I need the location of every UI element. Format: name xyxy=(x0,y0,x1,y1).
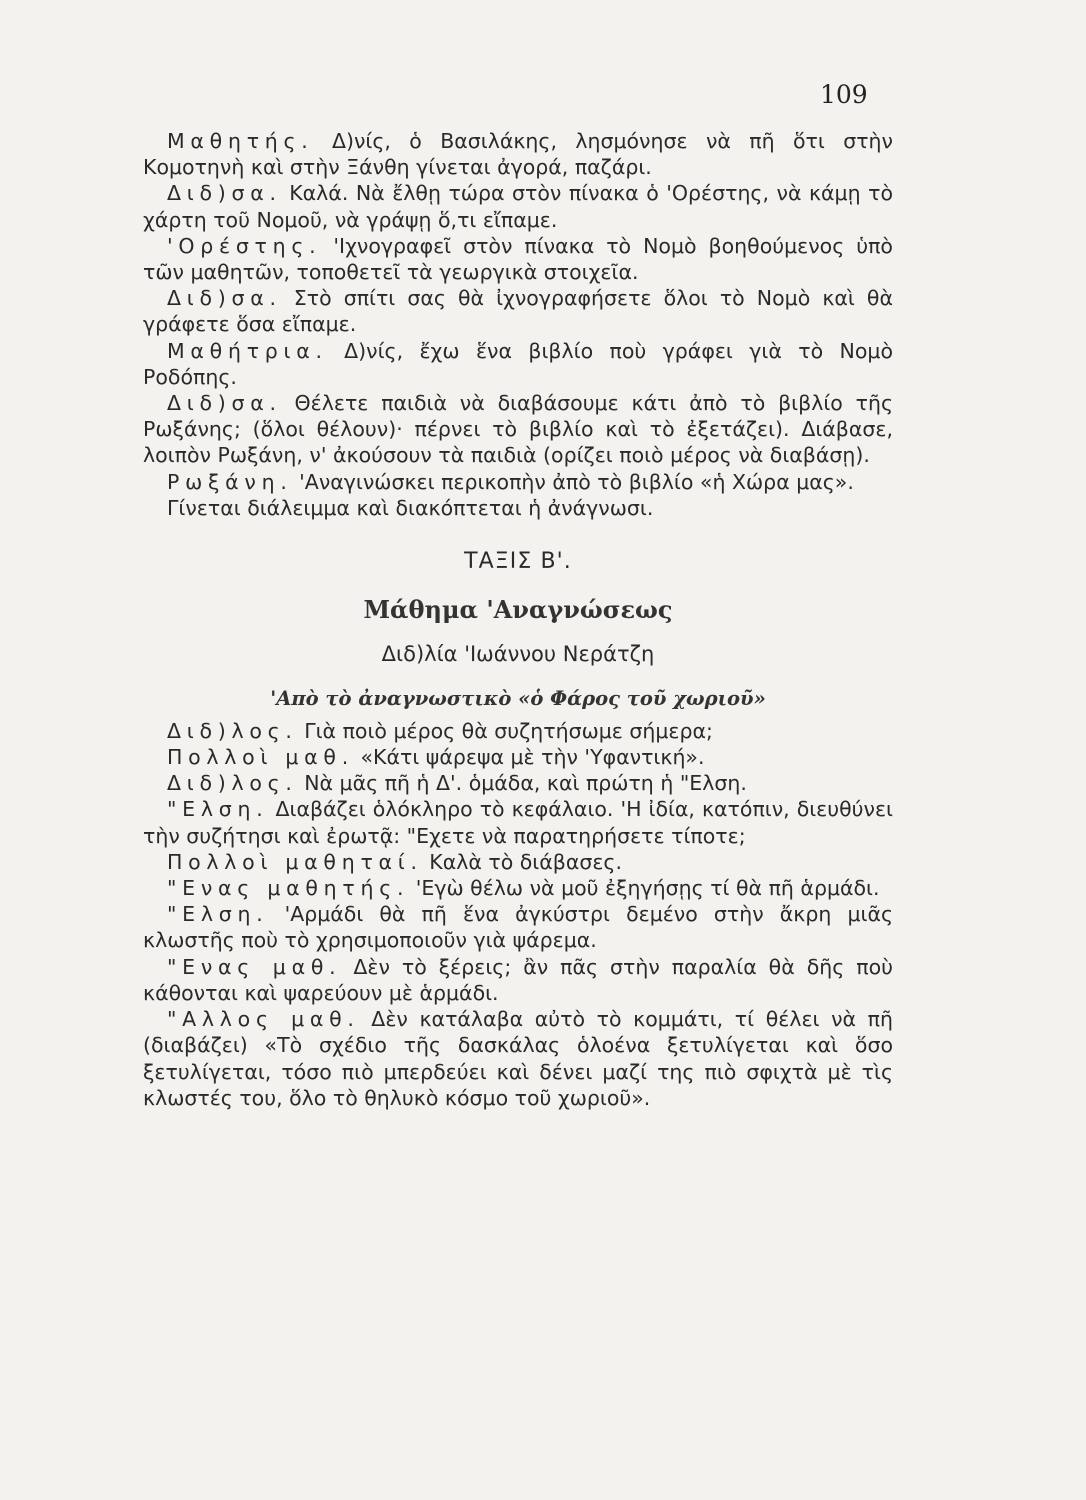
speaker: Διδ)σα. xyxy=(167,391,282,416)
utterance: Στὸ σπίτι σας θὰ ἰχνογραφήσετε ὅλοι τὸ Νομὸ καὶ θὰ γράφετε ὅσα εἴπαμε. xyxy=(143,286,893,337)
page-text xyxy=(143,128,893,1111)
narration-line xyxy=(143,495,893,521)
teacher-name: Διδ)λία 'Ιωάννου Νεράτζη xyxy=(381,642,655,667)
utterance: Δὲν τὸ ξέρεις; ἂν πᾶς στὴν παραλία θὰ δῆς ποὺ κάθονται καὶ ψαρεύουν μὲ ἁρμάδι. xyxy=(143,954,893,1005)
dialogue-line xyxy=(143,796,893,848)
dialogue-line xyxy=(143,285,893,337)
dialogue-line xyxy=(143,469,893,495)
dialogue-line xyxy=(143,338,893,390)
utterance: Δ)νίς, ἔχω ἕνα βιβλίο ποὺ γράφει γιὰ τὸ Νομὸ Ροδόπης. xyxy=(143,338,893,389)
utterance: Καλά. Νὰ ἔλθῃ τώρα στὸν πίνακα ὁ 'Ορέστης, νὰ κάμῃ τὸ χάρτη τοῦ Νομοῦ, νὰ γράψῃ ὅ,τι εἴπαμε. xyxy=(143,181,893,232)
utterance: Θέλετε παιδιὰ νὰ διαβάσουμε κάτι ἀπὸ τὸ βιβλίο τῆς Ρωξάνης; (ὅλοι θέλουν)· πέρνει τὸ βιβλίο καὶ τὸ ἐξετάζει). Διάβασε, λοιπὸν Ρωξάνη, ν' ἀκούσουν τὰ παιδιὰ (ορίζει ποιὸ μέρος νὰ διαβάσῃ). xyxy=(143,391,893,468)
dialogue-line xyxy=(143,770,893,796)
utterance: Νὰ μᾶς πῆ ἡ Δ'. ὁμάδα, καὶ πρώτη ἡ "Ελση. xyxy=(304,771,747,796)
utterance: Δὲν κατάλαβα αὐτὸ τὸ κομμάτι, τί θέλει νὰ πῆ (διαβάζει) «Τὸ σχέδιο τῆς δασκάλας ὁλοένα ξετυλίγεται καὶ ὅσο ξετυλίγεται, τόσο πιὸ μπερδεύει καὶ δένει μαζί της πιὸ σφιχτὰ μὲ τὶς κλωστές του, ὅλο τὸ θηλυκὸ κόσμο τοῦ χωριοῦ». xyxy=(143,1007,893,1110)
dialogue-line xyxy=(143,744,893,770)
speaker: Ρωξάνη. xyxy=(167,469,293,494)
dialogue-line xyxy=(143,849,893,875)
dialogue-line xyxy=(143,718,893,744)
speaker: "Αλλος μαθ. xyxy=(167,1007,360,1032)
speaker: "Ελση. xyxy=(167,797,269,822)
speaker: Πολλοὶ μαθηταί. xyxy=(167,849,423,874)
dialogue-line xyxy=(143,901,893,953)
lesson-title: Μάθημα 'Αναγνώσεως xyxy=(363,595,673,625)
utterance: «Κάτι ψάρεψα μὲ τὴν 'Υφαντική». xyxy=(360,745,705,770)
dialogue-line xyxy=(143,875,893,901)
utterance: 'Ιχνογραφεῖ στὸν πίνακα τὸ Νομὸ βοηθούμενος ὑπὸ τῶν μαθητῶν, τοποθετεῖ τὰ γεωργικὰ στοιχεῖα. xyxy=(143,233,893,285)
dialogue-line xyxy=(143,128,893,180)
dialogue-line xyxy=(143,180,893,232)
utterance: 'Αρμάδι θὰ πῆ ἕνα ἀγκύστρι δεμένο στὴν ἄκρη μιᾶς κλωστῆς ποὺ τὸ χρησιμοποιοῦν γιὰ ψάρεμα. xyxy=(143,902,893,953)
speaker: 'Ορέστης. xyxy=(167,233,322,258)
speaker: "Ενας μαθητής. xyxy=(167,876,410,901)
dialogue-line xyxy=(143,233,893,285)
speaker: Μαθήτρια. xyxy=(167,338,328,363)
utterance: Διαβάζει ὁλόκληρο τὸ κεφάλαιο. 'Η ἰδία, κατόπιν, διευθύνει τὴν συζήτησι καὶ ἐρωτᾷ: "Εχετε νὰ παρατηρήσετε τίποτε; xyxy=(143,797,893,848)
speaker: Διδ)σα. xyxy=(167,181,282,206)
speaker: Πολλοὶ μαθ. xyxy=(167,745,354,770)
utterance: Δ)νίς, ὁ Βασιλάκης, λησμόνησε νὰ πῆ ὅτι στὴν Κομοτηνὴ καὶ στὴν Ξάνθη γίνεται ἀγορά, παζάρι. xyxy=(143,129,893,180)
utterance: Γιὰ ποιὸ μέρος θὰ συζητήσωμε σήμερα; xyxy=(304,718,713,743)
dialogue-line xyxy=(143,954,893,1006)
dialogue-line xyxy=(143,390,893,469)
class-title: ΤΑΞΙΣ Β'. xyxy=(464,549,572,575)
utterance: Καλὰ τὸ διάβασες. xyxy=(429,849,622,874)
utterance: 'Αναγινώσκει περικοπὴν ἀπὸ τὸ βιβλίο «ἡ Χώρα μας». xyxy=(299,469,854,494)
speaker: Διδ)λος. xyxy=(167,771,298,796)
source-title: 'Απὸ τὸ ἀναγνωστικὸ «ὁ Φάρος τοῦ χωριοῦ» xyxy=(270,686,766,710)
speaker: Διδ)λος. xyxy=(167,718,298,743)
page-number: 109 xyxy=(820,80,868,109)
speaker: Διδ)σα. xyxy=(167,286,282,311)
speaker: Μαθητής. xyxy=(167,129,314,153)
speaker: "Ενας μαθ. xyxy=(167,954,342,979)
utterance: 'Εγὼ θέλω νὰ μοῦ ἐξηγήσῃς τί θὰ πῆ ἁρμάδι. xyxy=(415,876,880,901)
narration: Γίνεται διάλειμμα καὶ διακόπτεται ἡ ἀνάγνωσι. xyxy=(167,495,654,520)
dialogue-line xyxy=(143,1006,893,1111)
speaker: "Ελση. xyxy=(167,902,269,927)
